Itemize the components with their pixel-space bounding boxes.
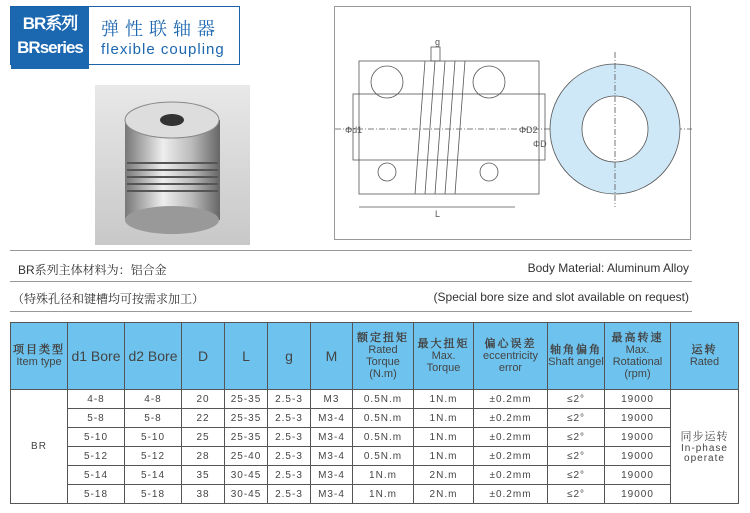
divider	[10, 281, 692, 282]
table-cell: M3-4	[311, 485, 353, 504]
label-L: L	[435, 209, 441, 219]
header-en: D	[197, 348, 209, 364]
title-cn: 弹性联轴器	[101, 19, 221, 39]
table-cell: 1N.m	[414, 428, 474, 447]
table-cell: ±0.2mm	[474, 466, 548, 485]
table-cell: ≤2°	[548, 485, 605, 504]
column-header	[225, 323, 268, 390]
table-cell: 25-35	[225, 409, 268, 428]
column-header	[182, 323, 225, 390]
table-cell: ±0.2mm	[474, 390, 548, 409]
table-cell: 1N.m	[353, 466, 414, 485]
operation-cn: 同步运转	[680, 430, 729, 443]
header-en: g	[285, 348, 293, 364]
product-photo	[95, 85, 250, 245]
table-cell: ≤2°	[548, 466, 605, 485]
column-header	[125, 323, 182, 390]
technical-drawing	[334, 6, 691, 240]
table-cell: 4-8	[68, 390, 125, 409]
header-en: Shaft angel	[548, 356, 604, 368]
item-type-cell: BR	[11, 390, 68, 504]
product-header	[10, 6, 240, 65]
table-row	[11, 466, 739, 485]
table-cell: 30-45	[225, 485, 268, 504]
table-row	[11, 428, 739, 447]
operation-cell	[671, 390, 739, 504]
header-cn: 偏心误差	[484, 338, 537, 350]
header-cn: 运转	[691, 344, 718, 356]
table-cell: ≤2°	[548, 428, 605, 447]
label-d1: Φd1	[345, 125, 363, 135]
table-cell: 2.5-3	[268, 447, 311, 466]
header-en: Rated	[689, 356, 720, 368]
table-cell: 0.5N.m	[353, 390, 414, 409]
table-cell: 5-8	[125, 409, 182, 428]
header-cn: 最高转速	[611, 332, 664, 344]
column-header	[605, 323, 671, 390]
table-cell: 19000	[605, 409, 671, 428]
table-cell: ±0.2mm	[474, 428, 548, 447]
table-cell: 2N.m	[414, 485, 474, 504]
label-g: g	[435, 37, 441, 47]
table-cell: 2.5-3	[268, 485, 311, 504]
column-header	[268, 323, 311, 390]
column-header	[548, 323, 605, 390]
series-en: BRseries	[17, 38, 83, 57]
series-cn: BR系列	[22, 14, 78, 33]
table-cell: 2.5-3	[268, 428, 311, 447]
table-cell: 25-40	[225, 447, 268, 466]
spec-table	[10, 322, 739, 504]
table-cell: 1N.m	[353, 485, 414, 504]
table-cell: 2.5-3	[268, 466, 311, 485]
table-cell: 19000	[605, 390, 671, 409]
table-cell: 5-10	[68, 428, 125, 447]
header-en: Rated Torque (N.m)	[366, 344, 400, 380]
table-cell: 5-14	[125, 466, 182, 485]
header-en: Item type	[16, 356, 62, 368]
header-cn: 最大扭矩	[417, 338, 470, 350]
header-en: M	[325, 348, 338, 364]
table-cell: 5-18	[68, 485, 125, 504]
table-cell: M3-4	[311, 466, 353, 485]
column-header	[11, 323, 68, 390]
header-en: L	[242, 348, 250, 364]
header-cn: 额定扭矩	[357, 332, 409, 344]
table-cell: 30-45	[225, 466, 268, 485]
divider	[10, 250, 692, 251]
special-en: (Special bore size and slot available on request)	[433, 290, 689, 304]
table-cell: 0.5N.m	[353, 409, 414, 428]
column-header	[68, 323, 125, 390]
table-cell: 20	[182, 390, 225, 409]
header-en: Max. Rotational (rpm)	[612, 344, 663, 380]
table-cell: 5-14	[68, 466, 125, 485]
table-cell: 4-8	[125, 390, 182, 409]
material-en: Body Material: Aluminum Alloy	[527, 261, 689, 275]
table-cell: 5-10	[125, 428, 182, 447]
table-cell: ±0.2mm	[474, 447, 548, 466]
table-cell: M3-4	[311, 409, 353, 428]
column-header	[353, 323, 414, 390]
table-row	[11, 390, 739, 409]
table-cell: 38	[182, 485, 225, 504]
table-cell: ±0.2mm	[474, 409, 548, 428]
table-row	[11, 409, 739, 428]
table-cell: 5-8	[68, 409, 125, 428]
table-cell: 1N.m	[414, 390, 474, 409]
table-cell: 2.5-3	[268, 390, 311, 409]
table-cell: 25-35	[225, 428, 268, 447]
table-cell: 2N.m	[414, 466, 474, 485]
table-cell: ≤2°	[548, 390, 605, 409]
table-cell: M3-4	[311, 447, 353, 466]
table-cell: 1N.m	[414, 447, 474, 466]
table-cell: 1N.m	[414, 409, 474, 428]
divider	[10, 311, 692, 312]
special-cn: （特殊孔径和键槽均可按需求加工）	[12, 292, 205, 306]
table-cell: 19000	[605, 447, 671, 466]
table-cell: 19000	[605, 428, 671, 447]
table-cell: M3	[311, 390, 353, 409]
table-cell: 28	[182, 447, 225, 466]
header-en: eccentricity error	[482, 350, 539, 374]
table-cell: 19000	[605, 485, 671, 504]
column-header	[474, 323, 548, 390]
title-en: flexible coupling	[101, 41, 225, 58]
table-cell: 35	[182, 466, 225, 485]
column-header	[311, 323, 353, 390]
series-badge	[11, 7, 89, 69]
table-cell: 0.5N.m	[353, 447, 414, 466]
table-cell: 19000	[605, 466, 671, 485]
header-cn: 轴角偏角	[550, 344, 602, 356]
material-cn: BR系列主体材料为：铝合金	[18, 263, 167, 277]
table-cell: 0.5N.m	[353, 428, 414, 447]
table-cell: 25	[182, 428, 225, 447]
column-header	[414, 323, 474, 390]
column-header	[671, 323, 739, 390]
table-cell: 2.5-3	[268, 409, 311, 428]
table-cell: M3-4	[311, 428, 353, 447]
header-en: d2 Bore	[128, 348, 178, 364]
table-row	[11, 485, 739, 504]
table-cell: ±0.2mm	[474, 485, 548, 504]
table-cell: ≤2°	[548, 409, 605, 428]
header-en: d1 Bore	[71, 348, 121, 364]
table-cell: 5-12	[68, 447, 125, 466]
header-en: Max. Torque	[426, 350, 461, 374]
table-cell: 25-35	[225, 390, 268, 409]
label-d2: ΦD2	[519, 125, 538, 135]
table-cell: 5-18	[125, 485, 182, 504]
operation-en: In-phase operate	[681, 442, 728, 464]
table-row	[11, 447, 739, 466]
table-cell: 5-12	[125, 447, 182, 466]
table-cell: ≤2°	[548, 447, 605, 466]
table-cell: 22	[182, 409, 225, 428]
header-cn: 项目类型	[13, 344, 65, 356]
label-D: ΦD	[533, 139, 547, 149]
